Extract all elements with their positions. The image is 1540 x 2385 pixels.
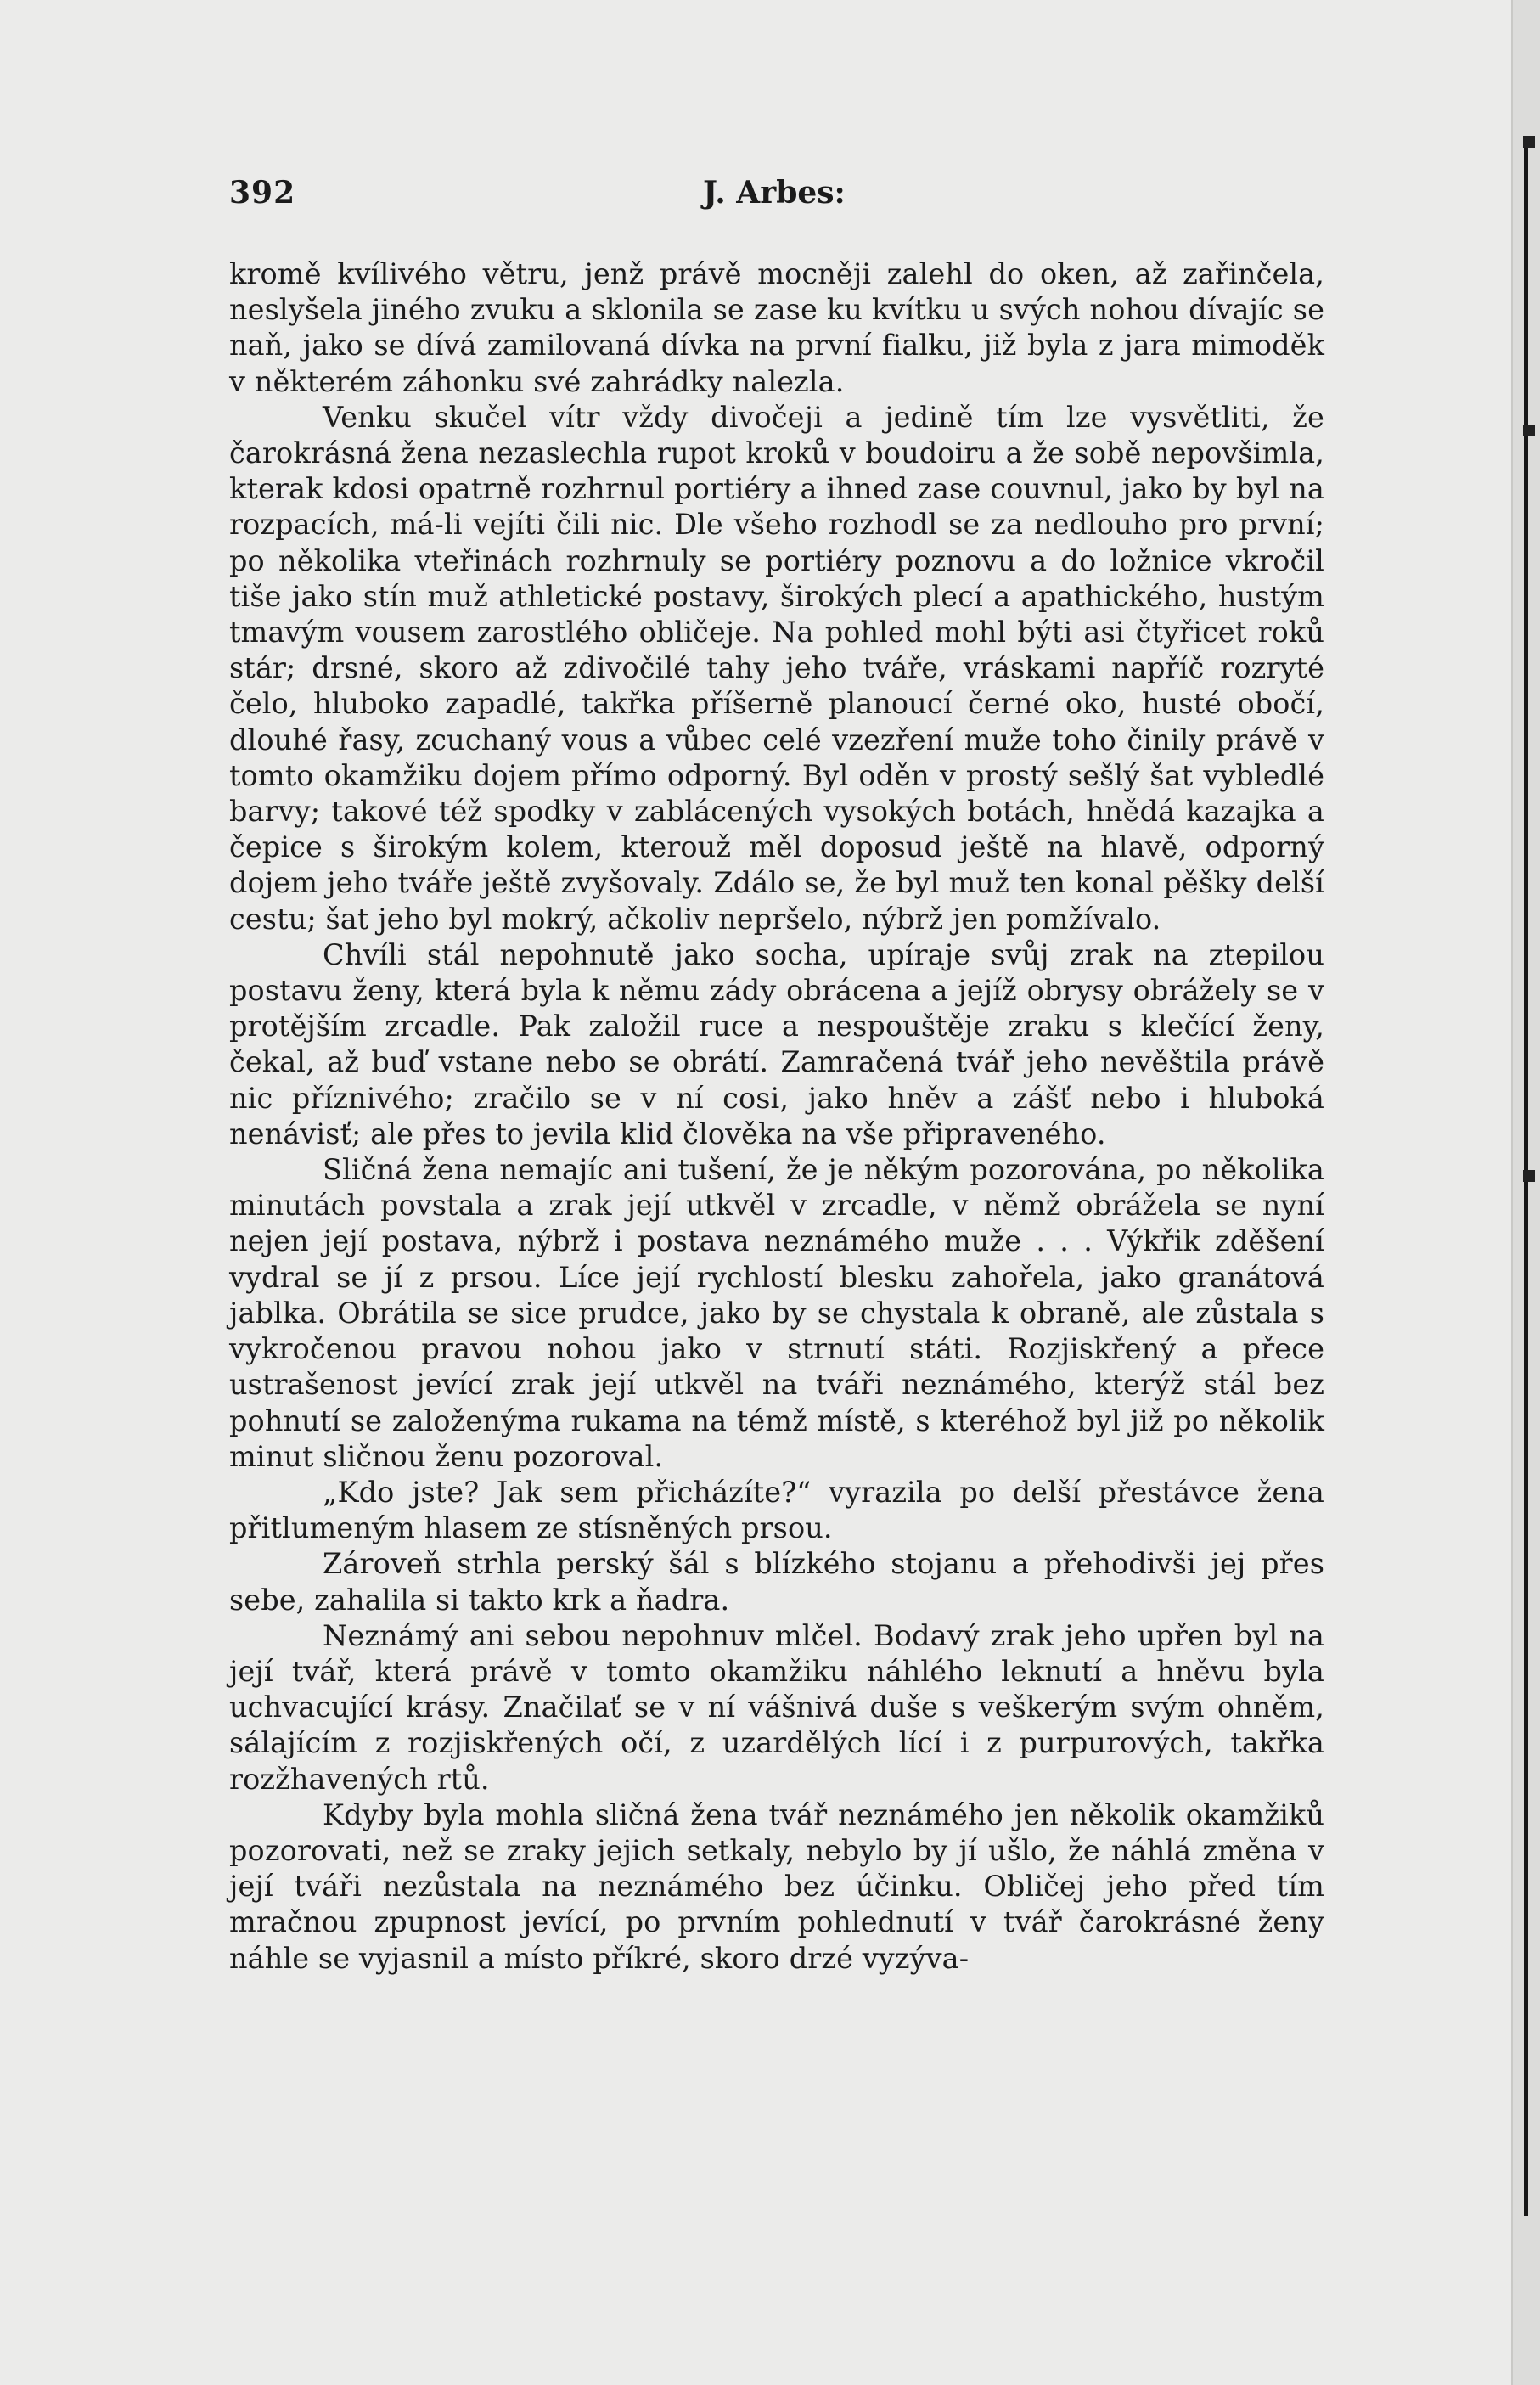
paragraph: Sličná žena nemajíc ani tušení, že je někým pozorována, po několika minutách povstala a zrak její utkvěl v zrcadle, v němž obrážela se nyní nejen její postava, nýbrž i postava neznámého muže . . . Výkřik zděšení vydral se jí z prsou. Líce její rychlostí blesku zahořela, jako granátová jablka. Obrátila se sice prudce, jako by se chystala k obraně, ale zůstala s vykročenou pravou nohou jako v strnutí státi. Rozjiskřený a přece ustrašenost jevící zrak její utkvěl na tváři neznámého, kterýž stál bez pohnutí se založenýma rukama na témž místě, s kteréhož byl již po několik minut sličnou ženu pozoroval. — [229, 1153, 1324, 1473]
paragraph: Neznámý ani sebou nepohnuv mlčel. Bodavý zrak jeho upřen byl na její tvář, která právě v tomto okamžiku náhlého leknutí a hněvu byla uchvacující krásy. Značilať se v ní vášnivá duše s veškerým svým ohněm, sálajícím z rozjiskřených očí, z uzardělých lící i z purpurových, takřka rozžhavených rtů. — [229, 1618, 1324, 1796]
binding-mark — [1523, 425, 1535, 436]
binding-mark — [1523, 136, 1535, 148]
paragraph: Venku skučel vítr vždy divočeji a jedině tím lze vysvětliti, že čarokrásná žena nezaslechla rupot kroků v boudoiru a že sobě nepovšimla, kterak kdosi opatrně rozhrnul portiéry a ihned zase couvnul, jako by byl na rozpacích, má-li vejíti čili nic. Dle všeho rozhodl se za nedlouho pro první; po několika vteřinách rozhrnuly se portiéry poznovu a do ložnice vkročil tiše jako stín muž athletické postavy, širokých plecí a apathického, hustým tmavým vousem zarostlého obličeje. Na pohled mohl býti asi čtyřicet roků stár; drsné, skoro až zdivočilé tahy jeho tváře, vráskami napříč rozryté čelo, hluboko zapadlé, takřka příšerně planoucí černé oko, husté obočí, dlouhé řasy, zcuchaný vous a vůbec celé vzezření muže toho činily právě v tomto okamžiku dojem přímo odporný. Byl oděn v prostý sešlý šat vybledlé barvy; takové též spodky v zablácených vysokých botách, hnědá kazajka a čepice s širokým kolem, kterouž měl doposud ještě na hlavě, odporný dojem jeho tváře ještě zvyšovaly. Zdálo se, že byl muž ten konal pěšky delší cestu; šat jeho byl mokrý, ačkoliv nepršelo, nýbrž jen pomžívalo. — [229, 400, 1324, 936]
paragraph: Zároveň strhla perský šál s blízkého stojanu a přehodivši jej přes sebe, zahalila si takto krk a ňadra. — [229, 1547, 1324, 1617]
running-head: J. Arbes: — [703, 175, 846, 211]
paragraph: kromě kvílivého větru, jenž právě mocněji zalehl do oken, až zařinčela, neslyšela jiného zvuku a sklonila se zase ku kvítku u svých nohou dívajíc se naň, jako se dívá zamilovaná dívka na první fialku, již byla z jara mimoděk v některém záhonku své zahrádky nalezla. — [229, 257, 1324, 398]
paragraph: Chvíli stál nepohnutě jako socha, upíraje svůj zrak na ztepilou postavu ženy, která byla k němu zády obrácena a jejíž obrysy obrážely se v protějším zrcadle. Pak založil ruce a nespouštěje zraku s klečící ženy, čekal, až buď vstane nebo se obrátí. Zamračená tvář jeho nevěštila právě nic příznivého; zračilo se v ní cosi, jako hněv a zášť nebo i hluboká nenávisť; ale přes to jevila klid člověka na vše připraveného. — [229, 937, 1324, 1150]
page-header — [229, 175, 1307, 219]
paragraph: Kdyby byla mohla sličná žena tvář neznámého jen několik okamžiků pozorovati, než se zraky jejich setkaly, nebylo by jí ušlo, že náhlá změna v její tváři nezůstala na neznámého bez účinku. Obličej jeho před tím mračnou zpupnost jevící, po prvním pohlednutí v tvář čarokrásné ženy náhle se vyjasnil a místo příkré, skoro drzé vyzýva- — [229, 1797, 1324, 1975]
binding-mark — [1523, 1170, 1535, 1182]
page-number: 392 — [229, 175, 296, 211]
body-text — [229, 256, 1324, 1977]
paragraph: „Kdo jste? Jak sem přicházíte?“ vyrazila po delší přestávce žena přitlumeným hlasem ze stísněných prsou. — [229, 1475, 1324, 1545]
